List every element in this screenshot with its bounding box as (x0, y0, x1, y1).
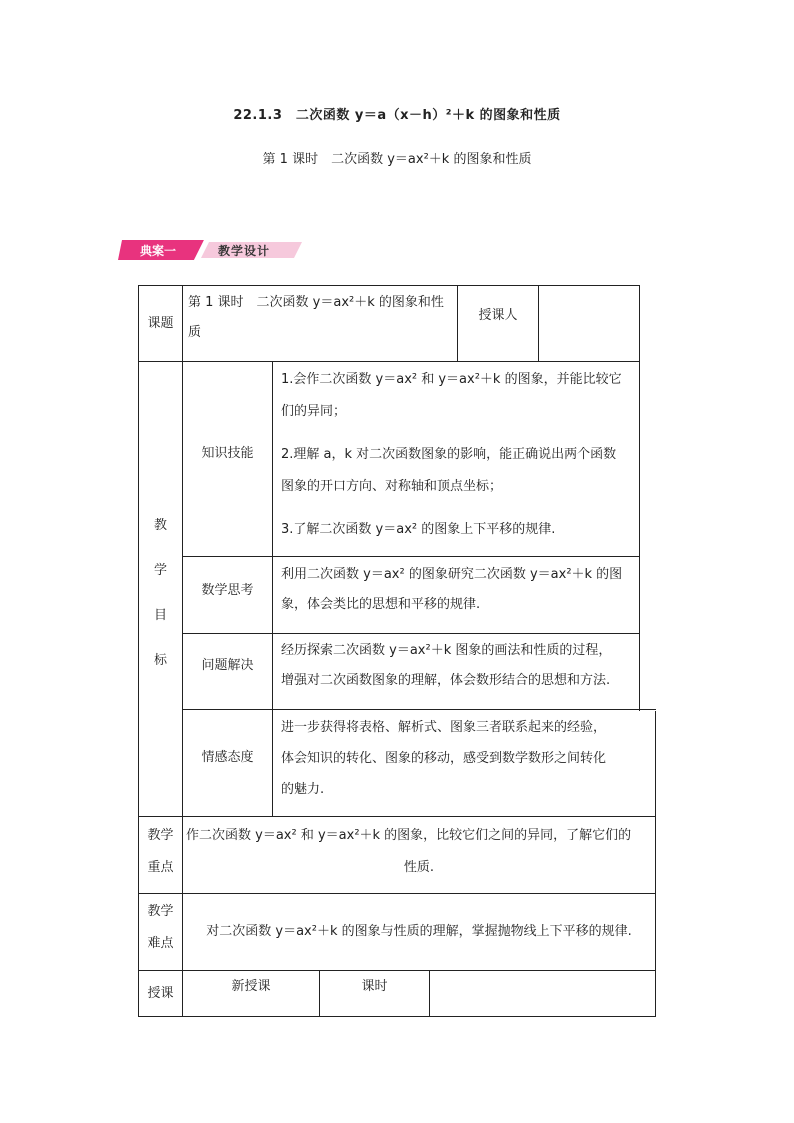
objective-content (281, 636, 646, 696)
objective-line: 1.会作二次函数 y＝ax² 和 y＝ax²＋k 的图象，并能比较它 (281, 372, 622, 387)
objective-line: 图象的开口方向、对称轴和顶点坐标； (281, 479, 503, 494)
objective-line: 2.理解 a，k 对二次函数图象的影响，能正确说出两个函数 (281, 447, 617, 462)
key-line: 性质. (403, 860, 435, 875)
objectives-label-char: 标 (153, 653, 167, 668)
objectives-label-char: 学 (153, 563, 167, 578)
hours-label: 课时 (361, 979, 388, 994)
objective-line: 的魅力. (281, 782, 325, 797)
objectives-label-char: 目 (153, 608, 167, 623)
objective-line: 象，体会类比的思想和平移的规律. (281, 597, 481, 612)
lesson-label: 授课 (147, 985, 174, 1001)
objective-label: 情感态度 (201, 750, 254, 765)
topic-value: 第 1 课时 二次函数 y＝ax²＋k 的图象和性质 (188, 295, 444, 340)
objective-content (281, 560, 639, 620)
page-subtitle: 第 1 课时 二次函数 y＝ax²＋k 的图象和性质 (262, 152, 532, 167)
objective-content (281, 364, 639, 546)
difficulty-label-line: 难点 (147, 936, 174, 951)
objective-label: 问题解决 (201, 658, 254, 673)
difficulty-content: 对二次函数 y＝ax²＋k 的图象与性质的理解，掌握抛物线上下平移的规律. (206, 924, 632, 939)
objective-label: 知识技能 (201, 446, 254, 461)
topic-label: 课题 (147, 315, 174, 331)
objective-line: 增强对二次函数图象的理解，体会数形结合的思想和方法. (281, 673, 611, 688)
objective-line: 利用二次函数 y＝ax² 的图象研究二次函数 y＝ax²＋k 的图 (281, 567, 623, 582)
banner-tag: 典案一 (140, 244, 177, 258)
objective-line: 们的异同； (281, 404, 347, 419)
difficulty-label (139, 896, 182, 960)
objective-content (281, 712, 651, 805)
objectives-label (139, 503, 182, 683)
banner-label: 教学设计 (218, 244, 271, 258)
key-line: 作二次函数 y＝ax² 和 y＝ax²＋k 的图象，比较它们之间的异同，了解它们的 (186, 828, 632, 843)
difficulty-label-line: 教学 (147, 904, 174, 919)
objectives-label-char: 教 (153, 518, 167, 533)
key-label (139, 820, 182, 884)
objective-line: 3.了解二次函数 y＝ax² 的图象上下平移的规律. (281, 522, 556, 537)
objective-line: 进一步获得将表格、解析式、图象三者联系起来的经验， (281, 720, 607, 735)
teacher-value (539, 286, 639, 361)
objective-line: 经历探索二次函数 y＝ax²＋k 图象的画法和性质的过程， (281, 643, 612, 658)
page-title: 22.1.3 二次函数 y＝a（x－h）²＋k 的图象和性质 (233, 108, 561, 123)
objective-label: 数学思考 (201, 582, 254, 598)
key-label-line: 教学 (147, 828, 174, 843)
key-content (186, 820, 652, 884)
objective-line: 体会知识的转化、图象的移动，感受到数学数形之间转化 (281, 751, 607, 766)
lesson-type: 新授课 (231, 979, 271, 994)
teacher-label: 授课人 (478, 308, 518, 323)
key-label-line: 重点 (147, 860, 174, 875)
